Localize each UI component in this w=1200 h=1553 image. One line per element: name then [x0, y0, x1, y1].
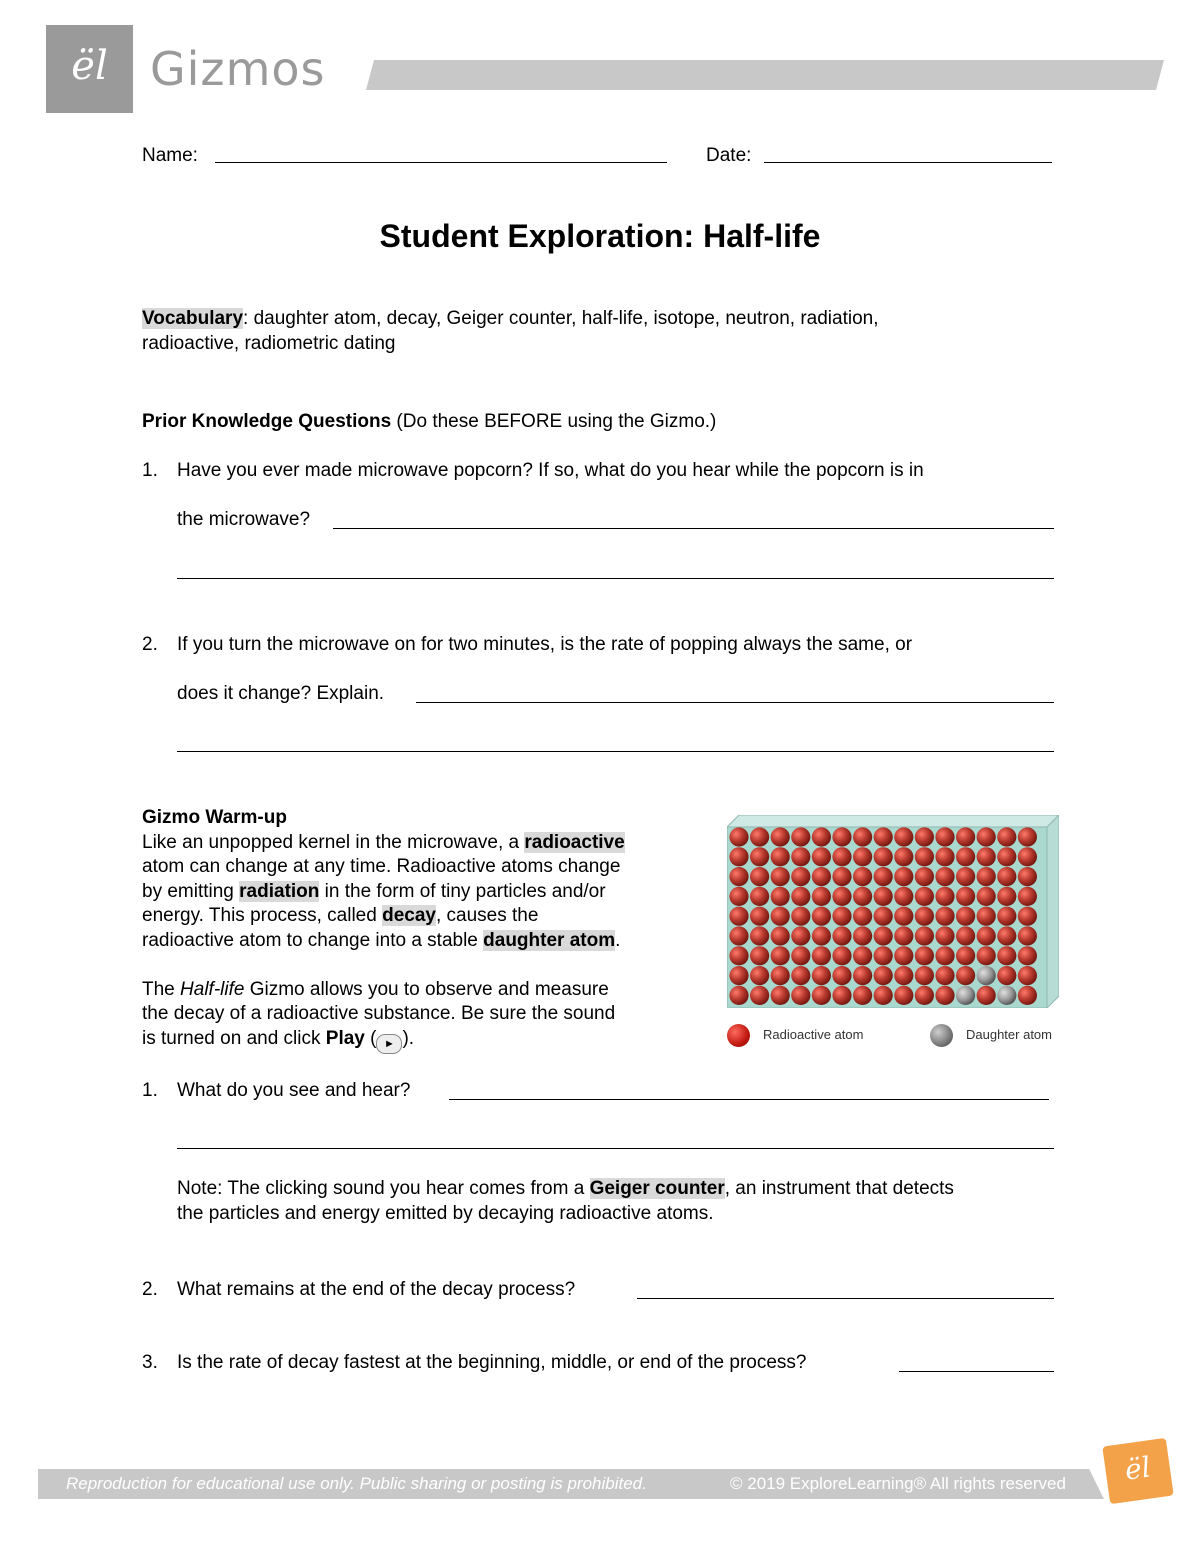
daughter-atom-legend-icon	[930, 1024, 953, 1047]
radioactive-atom	[935, 986, 954, 1005]
radioactive-atom	[894, 827, 913, 846]
radioactive-atom	[750, 926, 769, 945]
radioactive-atom	[915, 907, 934, 926]
radioactive-atom	[1018, 946, 1037, 965]
radioactive-atom	[894, 946, 913, 965]
q3-answer-line[interactable]	[899, 1371, 1054, 1372]
radioactive-atom	[956, 907, 975, 926]
vocabulary-list-cont: radioactive, radiometric dating	[142, 332, 396, 354]
prior-q1-answer-line[interactable]	[333, 528, 1054, 529]
radioactive-atom	[812, 847, 831, 866]
radioactive-atom	[750, 907, 769, 926]
daughter-atom	[956, 986, 975, 1005]
radioactive-atom	[791, 926, 810, 945]
radioactive-atom	[935, 887, 954, 906]
radioactive-atom	[771, 847, 790, 866]
radioactive-atom	[812, 867, 831, 886]
atom-grid	[729, 827, 1037, 1005]
radioactive-atom	[812, 966, 831, 985]
radioactive-atom	[997, 867, 1016, 886]
radioactive-atom	[729, 986, 748, 1005]
prior-q2-text: If you turn the microwave on for two minutes, is the rate of popping always the same, or	[177, 634, 913, 655]
radioactive-atom	[956, 847, 975, 866]
text: The	[142, 978, 181, 1000]
radioactive-atom	[729, 867, 748, 886]
radioactive-atom	[915, 887, 934, 906]
q2-text: What remains at the end of the decay process?	[177, 1279, 576, 1300]
radioactive-atom	[812, 887, 831, 906]
radioactive-atom	[915, 986, 934, 1005]
radioactive-atom	[956, 966, 975, 985]
radioactive-atom	[853, 847, 872, 866]
radioactive-atom	[977, 887, 996, 906]
prior-subheading: (Do these BEFORE using the Gizmo.)	[391, 411, 717, 432]
q3-text: Is the rate of decay fastest at the beginning, middle, or end of the process?	[177, 1352, 807, 1373]
q1-answer-line-2[interactable]	[177, 1148, 1054, 1149]
radioactive-atom	[997, 847, 1016, 866]
radioactive-atom	[935, 946, 954, 965]
radioactive-atom	[853, 986, 872, 1005]
radioactive-atom	[832, 907, 851, 926]
radioactive-atom	[977, 986, 996, 1005]
prior-q1-text: Have you ever made microwave popcorn? If so, what do you hear while the popcorn is in	[177, 460, 924, 481]
prior-q1-number: 1.	[142, 460, 158, 481]
warmup-p2-line3	[142, 1027, 722, 1054]
vocab-decay: decay	[382, 905, 436, 926]
note	[177, 1177, 1077, 1226]
daughter-atom	[977, 966, 996, 985]
text: Like an unpopped kernel in the microwave, a	[142, 831, 525, 853]
radioactive-atom	[832, 966, 851, 985]
radioactive-atom	[853, 827, 872, 846]
radioactive-atom	[997, 887, 1016, 906]
radioactive-atom	[771, 966, 790, 985]
radioactive-atom	[832, 986, 851, 1005]
warmup-p1-line1	[142, 831, 722, 856]
q1-number: 1.	[142, 1080, 158, 1101]
radioactive-atom	[791, 966, 810, 985]
radioactive-atom	[771, 907, 790, 926]
radioactive-atom	[791, 946, 810, 965]
radioactive-atom	[1018, 847, 1037, 866]
radioactive-atom	[977, 867, 996, 886]
warmup-p2-line2: the decay of a radioactive substance. Be sure the sound	[142, 1003, 616, 1024]
prior-q1-text-cont: the microwave?	[177, 509, 311, 530]
radioactive-atom	[812, 907, 831, 926]
prior-q2-text-cont: does it change? Explain.	[177, 683, 385, 704]
radioactive-atom	[791, 867, 810, 886]
text: energy. This process, called	[142, 905, 383, 926]
radioactive-atom	[791, 986, 810, 1005]
radioactive-atom	[935, 847, 954, 866]
radioactive-atom	[894, 926, 913, 945]
radioactive-atom	[791, 907, 810, 926]
radioactive-atom	[874, 926, 893, 945]
radioactive-atom	[874, 966, 893, 985]
text: (	[364, 1027, 377, 1049]
radioactive-atom	[771, 986, 790, 1005]
date-label: Date:	[706, 145, 752, 166]
radioactive-atom	[832, 847, 851, 866]
radioactive-atom	[750, 986, 769, 1005]
radioactive-atom	[874, 907, 893, 926]
radioactive-atom	[935, 907, 954, 926]
radioactive-atom	[729, 887, 748, 906]
radioactive-atom	[750, 847, 769, 866]
radioactive-atom	[977, 827, 996, 846]
radioactive-atom	[750, 827, 769, 846]
prior-knowledge-heading	[142, 409, 716, 434]
radioactive-atom	[1018, 887, 1037, 906]
prior-heading-bold: Prior Knowledge Questions	[142, 411, 392, 432]
name-label: Name:	[142, 145, 198, 166]
radioactive-atom	[956, 867, 975, 886]
logo-glyph: ël	[71, 43, 108, 89]
warmup-heading: Gizmo Warm-up	[142, 807, 287, 828]
radioactive-atom	[1018, 867, 1037, 886]
radioactive-atom	[977, 907, 996, 926]
radioactive-atom	[956, 946, 975, 965]
footer-notice: Reproduction for educational use only. Public sharing or posting is prohibited.	[66, 1474, 647, 1493]
radioactive-atom	[915, 827, 934, 846]
radioactive-atom	[874, 867, 893, 886]
radioactive-atom	[750, 887, 769, 906]
prior-q1-answer-line-2[interactable]	[177, 578, 1054, 579]
prior-q2-answer-line-2[interactable]	[177, 751, 1054, 752]
gizmo-name: Half-life	[180, 978, 245, 1000]
radioactive-atom	[832, 867, 851, 886]
vocabulary-list: : daughter atom, decay, Geiger counter, half-life, isotope, neutron, radiation,	[243, 308, 879, 329]
radioactive-atom	[956, 926, 975, 945]
radioactive-atom-legend-icon	[727, 1024, 750, 1047]
text: by emitting	[142, 880, 240, 902]
radioactive-atom	[874, 946, 893, 965]
name-field[interactable]	[215, 162, 667, 163]
legend-daughter-label: Daughter atom	[966, 1027, 1052, 1042]
q2-number: 2.	[142, 1279, 158, 1300]
vocab-radiation: radiation	[239, 880, 320, 902]
radioactive-atom	[791, 887, 810, 906]
radioactive-atom	[997, 946, 1016, 965]
radioactive-atom	[812, 946, 831, 965]
radioactive-atom	[853, 907, 872, 926]
radioactive-atom	[729, 966, 748, 985]
radioactive-atom	[894, 966, 913, 985]
vocab-radioactive: radioactive	[524, 831, 625, 853]
text: .	[615, 929, 621, 951]
radioactive-atom	[832, 887, 851, 906]
radioactive-atom	[1018, 907, 1037, 926]
radioactive-atom	[791, 827, 810, 846]
radioactive-atom	[853, 926, 872, 945]
q1-text: What do you see and hear?	[177, 1080, 411, 1101]
radioactive-atom	[894, 986, 913, 1005]
radioactive-atom	[729, 827, 748, 846]
radioactive-atom	[956, 827, 975, 846]
page-title: Student Exploration: Half-life	[379, 218, 821, 254]
radioactive-atom	[935, 867, 954, 886]
radioactive-atom	[812, 986, 831, 1005]
footer-logo-glyph: ël	[1122, 1450, 1153, 1487]
text: in the form of tiny particles and/or	[319, 880, 606, 902]
radioactive-atom	[874, 887, 893, 906]
radioactive-atom	[935, 926, 954, 945]
radioactive-atom	[729, 847, 748, 866]
radioactive-atom	[915, 946, 934, 965]
radioactive-atom	[832, 827, 851, 846]
warmup-p1-line4	[142, 904, 722, 929]
radioactive-atom	[874, 986, 893, 1005]
radioactive-atom	[832, 926, 851, 945]
note-line2: the particles and energy emitted by decaying radioactive atoms.	[177, 1202, 714, 1224]
radioactive-atom	[853, 946, 872, 965]
radioactive-atom	[750, 946, 769, 965]
vocab-daughter-atom: daughter atom	[483, 929, 616, 951]
warmup-p2-line1	[142, 978, 722, 1003]
radioactive-atom	[915, 867, 934, 886]
text: ).	[402, 1027, 415, 1049]
prior-q2-number: 2.	[142, 634, 158, 655]
radioactive-atom	[997, 827, 1016, 846]
radioactive-atom	[956, 887, 975, 906]
radioactive-atom	[1018, 966, 1037, 985]
radioactive-atom	[1018, 986, 1037, 1005]
legend-radioactive-label: Radioactive atom	[763, 1027, 864, 1042]
radioactive-atom	[832, 946, 851, 965]
radioactive-atom	[977, 946, 996, 965]
text: , causes the	[435, 905, 539, 926]
radioactive-atom	[750, 966, 769, 985]
radioactive-atom	[874, 847, 893, 866]
text: radioactive atom to change into a stable	[142, 929, 484, 951]
radioactive-atom	[729, 926, 748, 945]
radioactive-atom	[997, 926, 1016, 945]
vocabulary-label: Vocabulary	[142, 308, 244, 329]
radioactive-atom	[915, 926, 934, 945]
text: Gizmo allows you to observe and measure	[244, 978, 609, 1000]
warmup-p1-line2: atom can change at any time. Radioactive atoms change	[142, 856, 621, 877]
brand-name: Gizmos	[150, 42, 326, 96]
radioactive-atom	[915, 847, 934, 866]
radioactive-atom	[977, 926, 996, 945]
radioactive-atom	[1018, 827, 1037, 846]
warmup-p1-line3	[142, 880, 722, 905]
radioactive-atom	[935, 966, 954, 985]
footer-copyright: © 2019 ExploreLearning® All rights reserved	[730, 1474, 1066, 1493]
vocab-geiger-counter: Geiger counter	[589, 1178, 725, 1199]
radioactive-atom	[771, 926, 790, 945]
radioactive-atom	[771, 946, 790, 965]
q3-number: 3.	[142, 1352, 158, 1373]
radioactive-atom	[874, 827, 893, 846]
text: is turned on and click	[142, 1027, 326, 1049]
gizmo-atom-grid-image	[727, 815, 1059, 1008]
radioactive-atom	[853, 966, 872, 985]
warmup-p1-line5	[142, 929, 722, 954]
radioactive-atom	[935, 827, 954, 846]
q2-answer-line[interactable]	[637, 1298, 1054, 1299]
radioactive-atom	[1018, 926, 1037, 945]
radioactive-atom	[812, 827, 831, 846]
date-field[interactable]	[764, 162, 1052, 163]
prior-q2-answer-line[interactable]	[416, 702, 1054, 703]
vocabulary	[142, 307, 1042, 356]
radioactive-atom	[894, 887, 913, 906]
warmup-section	[142, 806, 722, 1054]
play-icon: ►	[376, 1034, 402, 1054]
radioactive-atom	[729, 946, 748, 965]
explorelearning-logo	[46, 25, 133, 113]
text: , an instrument that detects	[724, 1178, 954, 1199]
radioactive-atom	[894, 907, 913, 926]
radioactive-atom	[771, 887, 790, 906]
radioactive-atom	[894, 867, 913, 886]
daughter-atom	[997, 986, 1016, 1005]
radioactive-atom	[997, 907, 1016, 926]
q1-answer-line[interactable]	[449, 1099, 1049, 1100]
radioactive-atom	[750, 867, 769, 886]
play-label: Play	[325, 1027, 365, 1049]
text: Note: The clicking sound you hear comes from a	[177, 1178, 590, 1199]
radioactive-atom	[812, 926, 831, 945]
radioactive-atom	[729, 907, 748, 926]
radioactive-atom	[977, 847, 996, 866]
radioactive-atom	[771, 867, 790, 886]
radioactive-atom	[894, 847, 913, 866]
radioactive-atom	[915, 966, 934, 985]
radioactive-atom	[997, 966, 1016, 985]
radioactive-atom	[853, 867, 872, 886]
radioactive-atom	[771, 827, 790, 846]
header-bar	[366, 60, 1164, 90]
radioactive-atom	[791, 847, 810, 866]
radioactive-atom	[853, 887, 872, 906]
footer-logo	[1102, 1438, 1173, 1504]
